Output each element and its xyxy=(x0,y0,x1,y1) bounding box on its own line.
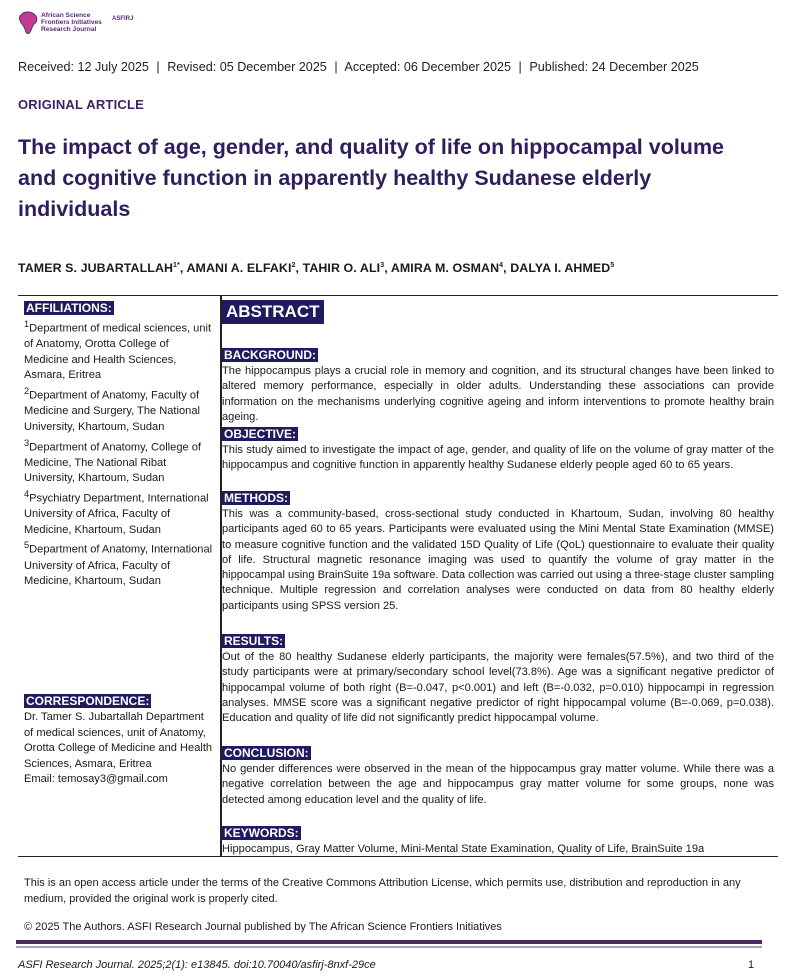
affiliation-sup: 4 xyxy=(24,489,30,499)
objective-section xyxy=(222,425,774,474)
affiliation-item xyxy=(24,538,214,589)
license-note: This is an open access article under the terms of the Creative Commons Attribution License, which permits use, distribution and reproduction in any medium, provided the original work is properly cited. xyxy=(24,877,741,905)
author-name: DALYA I. AHMED xyxy=(510,261,611,275)
received-date: Received: 12 July 2025 xyxy=(18,60,149,74)
affiliation-sup: 3 xyxy=(24,437,30,448)
affiliation-sup: 1 xyxy=(24,319,30,329)
background-heading: BACKGROUND: xyxy=(224,348,316,362)
results-text: Out of the 80 healthy Sudanese elderly participants, the majority were females(57.5%), and two third of the study participants were at primary/secondary school level(73.8%). Age was a significant negative predictor of hippocampal volume of both right (B=-0.047, p<0.001) and left (B=-0.032, p=0.010) hippocampi in regression analyses. MMSE score was a significant negative predictor of right hippocampal volume (B=-0.069, p=0.038). Education and quality of life did not significantly predict hippocampal volume. xyxy=(222,651,774,725)
author xyxy=(510,261,614,275)
methods-section xyxy=(222,489,774,614)
page-number: 1 xyxy=(748,959,755,971)
africa-map-icon xyxy=(18,10,40,36)
abstract-heading: ABSTRACT xyxy=(222,300,324,324)
author-sup: 2 xyxy=(291,261,296,269)
citation: ASFI Research Journal. 2025;2(1): e13845. doi:10.70040/asfirj-8nxf-29ce xyxy=(18,959,376,971)
published-date: Published: 24 December 2025 xyxy=(529,60,699,74)
objective-heading: OBJECTIVE: xyxy=(224,427,297,441)
author-sup: 5 xyxy=(610,261,615,269)
correspondence-heading: CORRESPONDENCE: xyxy=(26,694,150,708)
author-separator: , xyxy=(503,261,511,275)
date-separator: | xyxy=(156,60,160,74)
logo-text xyxy=(41,12,111,34)
paper-title: The impact of age, gender, and quality of life on hippocampal volume and cognitive function in apparently healthy Sudanese elderly individuals xyxy=(18,135,725,221)
article-type: ORIGINAL ARTICLE xyxy=(18,97,144,112)
accepted-date: Accepted: 06 December 2025 xyxy=(344,60,512,74)
affiliation-item xyxy=(24,384,214,435)
correspondence-text: Dr. Tamer S. Jubartallah Department of medical sciences, unit of Anatomy, Orotta College of Medicine and Health Sciences, Asmara, Eritrea xyxy=(24,711,213,770)
logo-line: Frontiers Initiatives xyxy=(41,19,102,27)
author-separator: , xyxy=(295,261,303,275)
affiliation-text: Psychiatry Department, International University of Africa, Faculty of Medicine, Khartoum, Sudan xyxy=(24,492,209,536)
affiliation-text: Department of Anatomy, Faculty of Medicine and Surgery, The National University, Khartoum, Sudan xyxy=(24,389,200,433)
footer-rule-light xyxy=(16,946,762,948)
objective-text: This study aimed to investigate the impact of age, gender, and quality of life on the volume of gray matter of the hippocampus and cognitive function in apparently healthy Sudanese elderly people aged 60 to 65 years. xyxy=(222,444,774,472)
author-sup: 3 xyxy=(380,261,385,269)
correspondence-panel xyxy=(24,692,214,788)
conclusion-text: No gender differences were observed in the mean of the hippocampus gray matter volume. While there was a negative correlation between the age and hippocampus gray matter volume for some groups, none was detected among education level and the quality of life. xyxy=(222,763,774,806)
journal-logo xyxy=(18,10,148,38)
conclusion-heading: CONCLUSION: xyxy=(224,746,309,760)
author xyxy=(391,261,503,275)
main-content-box xyxy=(18,295,778,857)
author xyxy=(303,261,385,275)
author-sup: 1* xyxy=(173,261,180,269)
affiliation-item xyxy=(24,487,214,538)
keywords-heading: KEYWORDS: xyxy=(224,826,299,840)
affiliations-heading: AFFILIATIONS: xyxy=(26,301,112,315)
author-separator: , xyxy=(384,261,391,275)
author-sup: 4 xyxy=(499,261,504,269)
background-section xyxy=(222,346,774,425)
logo-tag: ASFIRJ xyxy=(112,16,134,22)
conclusion-section xyxy=(222,744,774,808)
footer-rule-dark xyxy=(16,940,762,944)
copyright-note: © 2025 The Authors. ASFI Research Journal published by The African Science Frontiers Initiatives xyxy=(24,921,502,933)
methods-text: This was a community-based, cross-sectional study conducted in Khartoum, Sudan, involving 80 healthy participants aged 60 to 65 years. Participants were evaluated using the Mini Mental State Examination (MMSE) to measure cognitive function and the validated 15D Quality of Life (QoL) questionnaire to evaluate their quality of life. Structural magnetic resonance imaging was used to quantify the volume of gray matter in the hippocampal using BrainSuite 19a software. Data collection was carried out using a three-stage cluster sampling technique. Multiple regression and correlation analyses were conducted on data from 80 healthy elderly participants using SPSS version 25. xyxy=(222,508,774,612)
affiliation-item xyxy=(24,317,214,384)
logo-line: Research Journal xyxy=(41,26,97,34)
author-name: TAMER S. JUBARTALLAH xyxy=(18,261,174,275)
logo-line: African Science xyxy=(41,12,91,19)
date-separator: | xyxy=(334,60,338,74)
revised-date: Revised: 05 December 2025 xyxy=(167,60,327,74)
methods-heading: METHODS: xyxy=(224,491,288,505)
affiliation-text: Department of Anatomy, College of Medicine, The National Ribat University, Khartoum, Sudan xyxy=(24,441,201,485)
affiliation-sup: 5 xyxy=(24,540,30,551)
author-name: AMANI A. ELFAKI xyxy=(186,261,292,275)
keywords-section xyxy=(222,824,774,857)
correspondence-email[interactable]: Email: temosay3@gmail.com xyxy=(24,773,168,786)
keywords-text: Hippocampus, Gray Matter Volume, Mini-Mental State Examination, Quality of Life, BrainSuite 19a xyxy=(222,843,705,855)
affiliations-panel xyxy=(24,299,214,590)
results-section xyxy=(222,632,774,726)
author xyxy=(18,261,180,275)
background-text: The hippocampus plays a crucial role in memory and cognition, and its structural changes have been linked to altered memory performance, especially in older adults. Understanding these associations can provide information on the mechanisms underlying cognitive ageing and inform interventions to promote healthy brain ageing. xyxy=(222,365,774,423)
affiliation-text: Department of Anatomy, International University of Africa, Faculty of Medicine, Khartoum, Sudan xyxy=(24,544,213,588)
author-list xyxy=(18,261,614,275)
affiliation-text: Department of medical sciences, unit of Anatomy, Orotta College of Medicine and Health Sciences, Asmara, Eritrea xyxy=(24,322,212,382)
publication-dates xyxy=(18,60,699,74)
date-separator: | xyxy=(518,60,522,74)
author-name: AMIRA M. OSMAN xyxy=(390,261,500,275)
results-heading: RESULTS: xyxy=(224,634,284,648)
author-separator: , xyxy=(179,261,187,275)
affiliation-sup: 2 xyxy=(24,386,30,397)
author-name: TAHIR O. ALI xyxy=(302,261,381,275)
author xyxy=(187,261,296,275)
affiliation-item xyxy=(24,436,214,487)
